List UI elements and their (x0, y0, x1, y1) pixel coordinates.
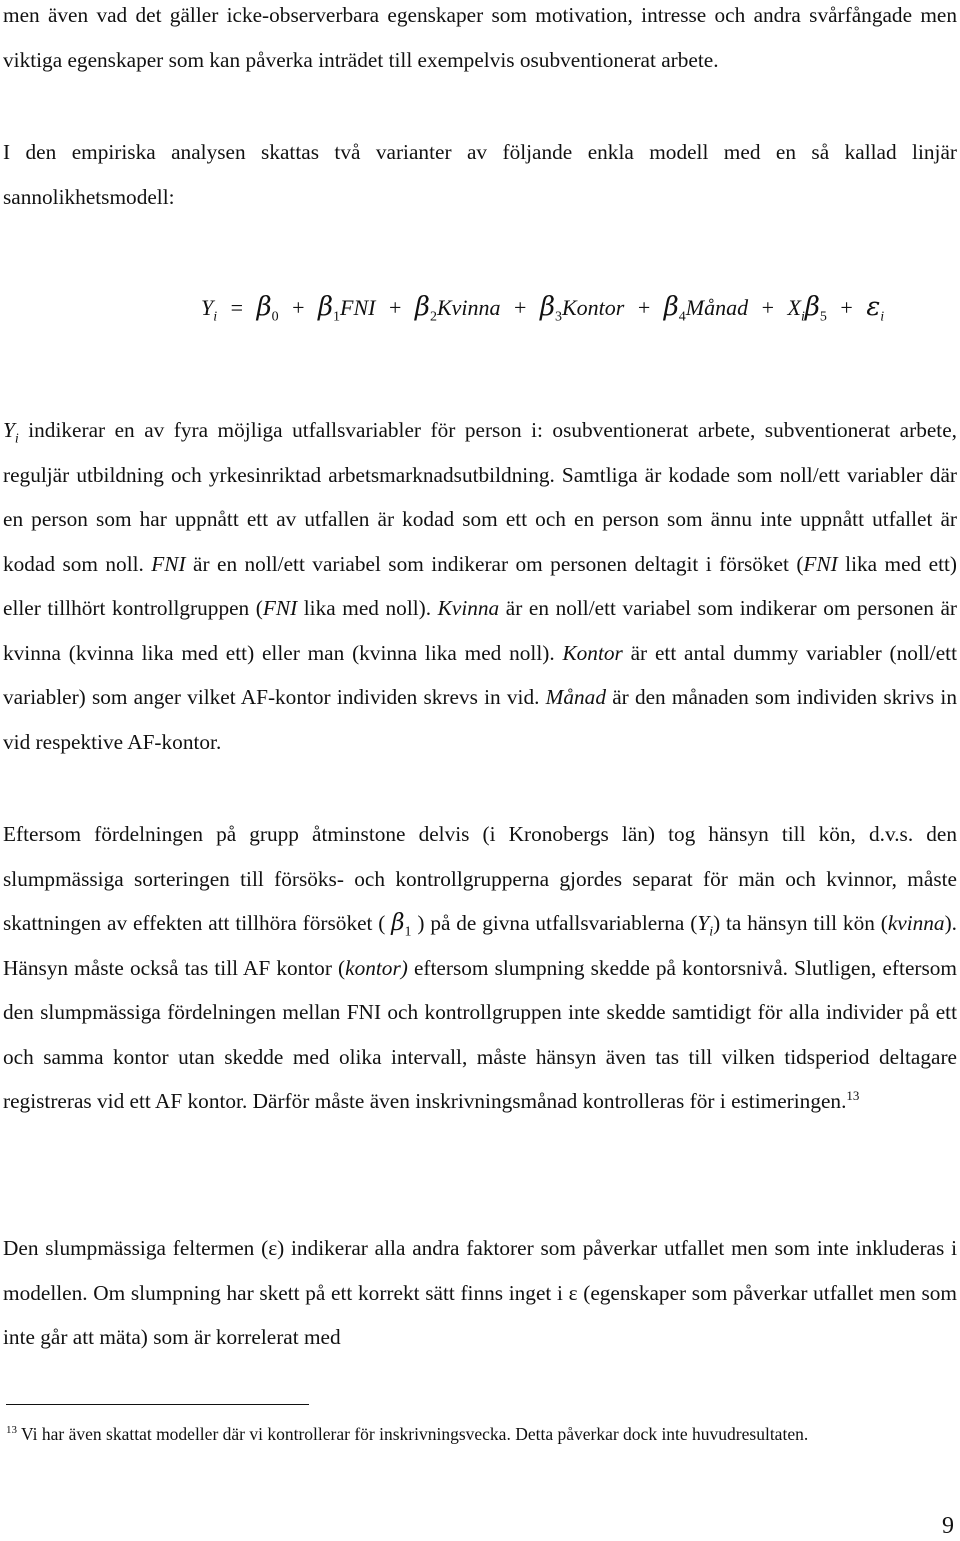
text-run: ). Hänsyn måste också tas till AF kontor ( (3, 911, 958, 980)
paragraph-intro-continued (3, 0, 957, 82)
paragraph-variable-definitions (3, 408, 957, 764)
footnote-text: Vi har även skattat modeller där vi kontrollerar för inskrivningsvecka. Detta påverkar dock inte huvudresultaten. (17, 1424, 809, 1444)
document-page (3, 0, 957, 1541)
inline-sub-1: 1 (404, 924, 412, 940)
eq-Y: Y (201, 295, 214, 320)
paragraph-text: I den empiriska analysen skattas två varianter av följande enkla modell med en så kallad linjär sannolikhetsmodell: (3, 140, 957, 209)
inline-sub-i: i (14, 431, 19, 447)
eq-epsilon: ε (866, 292, 881, 322)
eq-beta0: β (256, 292, 272, 322)
page-number: 9 (942, 1513, 954, 1539)
eq-sub-i: i (800, 309, 805, 325)
text-run: ) ta hänsyn till kön ( (713, 911, 888, 935)
eq-plus: + (292, 295, 305, 320)
paragraph-text (3, 812, 957, 1124)
inline-var-manad: Månad (545, 685, 606, 709)
text-run: lika med noll). (297, 596, 438, 620)
inline-var-kvinna: kvinna (887, 911, 945, 935)
inline-beta: β (391, 910, 405, 936)
eq-plus: + (514, 295, 527, 320)
paragraph-text (3, 408, 957, 764)
eq-plus: + (761, 295, 775, 320)
inline-var-fni: FNI (803, 551, 838, 576)
inline-var-Y: Y (3, 418, 15, 442)
inline-sub-i: i (709, 924, 714, 940)
inline-var-fni: FNI (262, 596, 298, 620)
eq-sub-5: 5 (819, 309, 827, 325)
text-run: Eftersom fördelningen på grupp åtminstone delvis (i Kronobergs län) tog hänsyn till kön, d.v.s. den slumpmässiga sorteringen till försöks- och kontrollgrupperna gjordes separat för män och kvinnor, måste skattningen av effekten att tillhöra försöket ( (3, 822, 957, 935)
eq-kvinna: Kvinna (436, 295, 501, 320)
eq-sub-i: i (880, 309, 885, 325)
footnote-mark: 13 (6, 1424, 17, 1437)
paragraph-error-term (3, 1226, 957, 1360)
eq-sub-4: 4 (678, 309, 686, 325)
eq-sub-1: 1 (333, 309, 341, 325)
inline-var-fni: FNI (151, 551, 186, 576)
text-run: eftersom slumpning skedde på kontorsnivå. Slutligen, eftersom den slumpmässiga fördelningen mellan FNI och kontrollgruppen inte skedde samtidigt för alla individer på ett och samma kontor utan skedde med olika intervall, måste hänsyn även tas till vilken tidsperiod deltagare registreras vid ett AF kontor. Därför måste även inskrivningsmånad kontrolleras för i estimeringen. (3, 955, 957, 1113)
footnote-13 (6, 1422, 956, 1447)
eq-manad: Månad (685, 295, 749, 320)
text-run: är en noll/ett variabel som indikerar om personen deltagit i försöket ( (185, 551, 804, 576)
eq-sub-2: 2 (429, 309, 437, 325)
eq-sub-i: i (213, 309, 218, 325)
paragraph-gender-office-control (3, 812, 957, 1124)
inline-var-kontor: kontor) (345, 955, 408, 980)
eq-beta3: β (539, 292, 555, 322)
eq-equals: = (230, 295, 244, 320)
eq-X: X (787, 295, 801, 320)
inline-var-kvinna: Kvinna (437, 596, 500, 620)
text-run: är ett antal dummy variabler (noll/ett variabler) som anger vilket AF-kontor individen skrevs in vid. (3, 640, 957, 709)
text-run: ) på de givna utfallsvariablerna ( (411, 911, 698, 935)
eq-beta5: β (804, 292, 820, 322)
eq-fni: FNI (340, 295, 376, 320)
text-run: indikerar en av fyra möjliga utfallsvariabler för person i: osubventionerat arbete, subventionerat arbete, reguljär utbildning och yrkesinriktad arbetsmarknadsutbildning. Samtliga är kodade som noll/ett variabler där en person som har uppnått ett av utfallen är kodad som ett och en person som ännu inte uppnått utfallet är kodad som noll. (3, 418, 957, 576)
footnote-divider (6, 1404, 309, 1405)
paragraph-model-intro (3, 130, 957, 219)
eq-beta4: β (663, 292, 679, 322)
inline-var-Y: Y (697, 911, 710, 935)
eq-sub-3: 3 (554, 309, 562, 325)
regression-equation (201, 287, 884, 328)
text-run: är en noll/ett variabel som indikerar om personen är kvinna (kvinna lika med ett) eller man (kvinna lika med noll). (3, 596, 958, 665)
text-run: lika med ett) eller tillhört kontrollgruppen ( (3, 551, 957, 620)
inline-var-kontor: Kontor (562, 640, 623, 665)
footnote-reference[interactable]: 13 (846, 1087, 860, 1103)
text-run: är den månaden som individen skrivs in vid respektive AF-kontor. (3, 685, 957, 754)
eq-sub-0: 0 (271, 309, 279, 325)
paragraph-text: Den slumpmässiga feltermen (ε) indikerar alla andra faktorer som påverkar utfallet men som inte inkluderas i modellen. Om slumpning har skett på ett korrekt sätt finns inget i ε (egenskaper som påverkar utfallet men som inte går att mäta) som är korrelerat med (3, 1236, 957, 1349)
eq-beta2: β (414, 292, 430, 322)
eq-beta1: β (318, 292, 334, 322)
eq-plus: + (389, 295, 402, 320)
eq-plus: + (637, 295, 651, 320)
paragraph-text: men även vad det gäller icke-observerbara egenskaper som motivation, intresse och andra svårfångade men viktiga egenskaper som kan påverka inträdet till exempelvis osubventionerat arbete. (3, 3, 957, 72)
eq-kontor: Kontor (561, 295, 625, 320)
eq-plus: + (840, 295, 853, 320)
